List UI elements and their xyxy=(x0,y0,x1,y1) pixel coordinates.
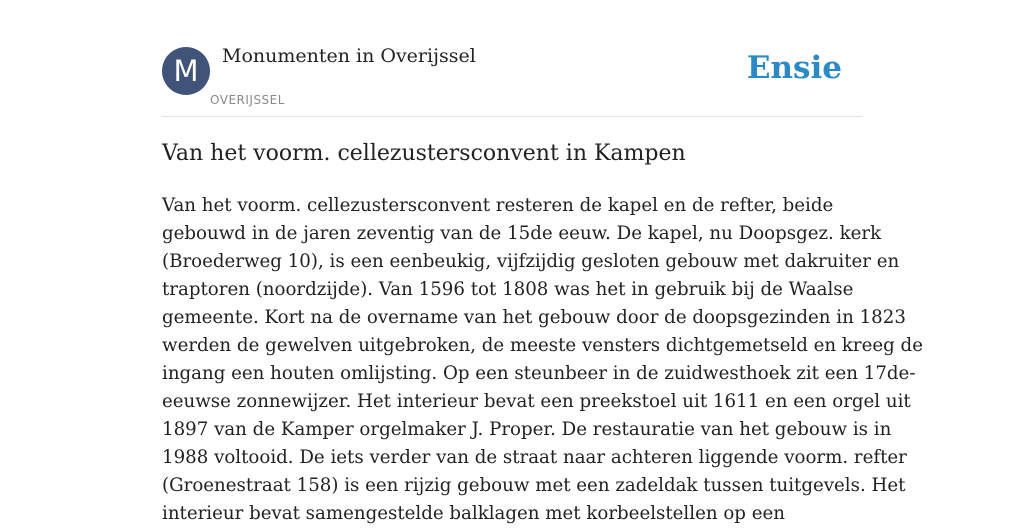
avatar[interactable]: M xyxy=(162,47,210,95)
body-line: eeuwse zonnewijzer. Het interieur bevat een preekstoel uit 1611 en een orgel uit xyxy=(162,391,911,412)
body-line: Van het voorm. cellezustersconvent resteren de kapel en de refter, beide xyxy=(162,195,834,216)
body-line: interieur bevat samengestelde balklagen met korbeelstellen op een xyxy=(162,503,785,524)
article-title: Van het voorm. cellezustersconvent in Kampen xyxy=(162,141,686,166)
article-body xyxy=(162,192,923,528)
category-label[interactable]: OVERIJSSEL xyxy=(210,93,285,107)
body-line: gemeente. Kort na de overname van het gebouw door de doopsgezinden in 1823 xyxy=(162,307,906,328)
body-line: werden de gewelven uitgebroken, de meeste vensters dichtgemetseld en kreeg de xyxy=(162,335,923,356)
collection-title[interactable]: Monumenten in Overijssel xyxy=(222,45,476,67)
body-line: 1897 van de Kamper orgelmaker J. Proper. De restauratie van het gebouw is in xyxy=(162,419,892,440)
body-line: gebouwd in de jaren zeventig van de 15de eeuw. De kapel, nu Doopsgez. kerk xyxy=(162,223,882,244)
body-line: ingang een houten omlijsting. Op een steunbeer in de zuidwesthoek zit een 17de- xyxy=(162,363,916,384)
body-line: 1988 voltooid. De iets verder van de straat naar achteren liggende voorm. refter xyxy=(162,447,907,468)
body-line: (Groenestraat 158) is een rijzig gebouw met een zadeldak tussen tuitgevels. Het xyxy=(162,475,906,496)
header xyxy=(162,0,862,117)
body-line: traptoren (noordzijde). Van 1596 tot 1808 was het in gebruik bij de Waalse xyxy=(162,279,854,300)
body-line: (Broederweg 10), is een eenbeukig, vijfzijdig gesloten gebouw met dakruiter en xyxy=(162,251,900,272)
ensie-logo[interactable]: Ensie xyxy=(746,50,842,86)
